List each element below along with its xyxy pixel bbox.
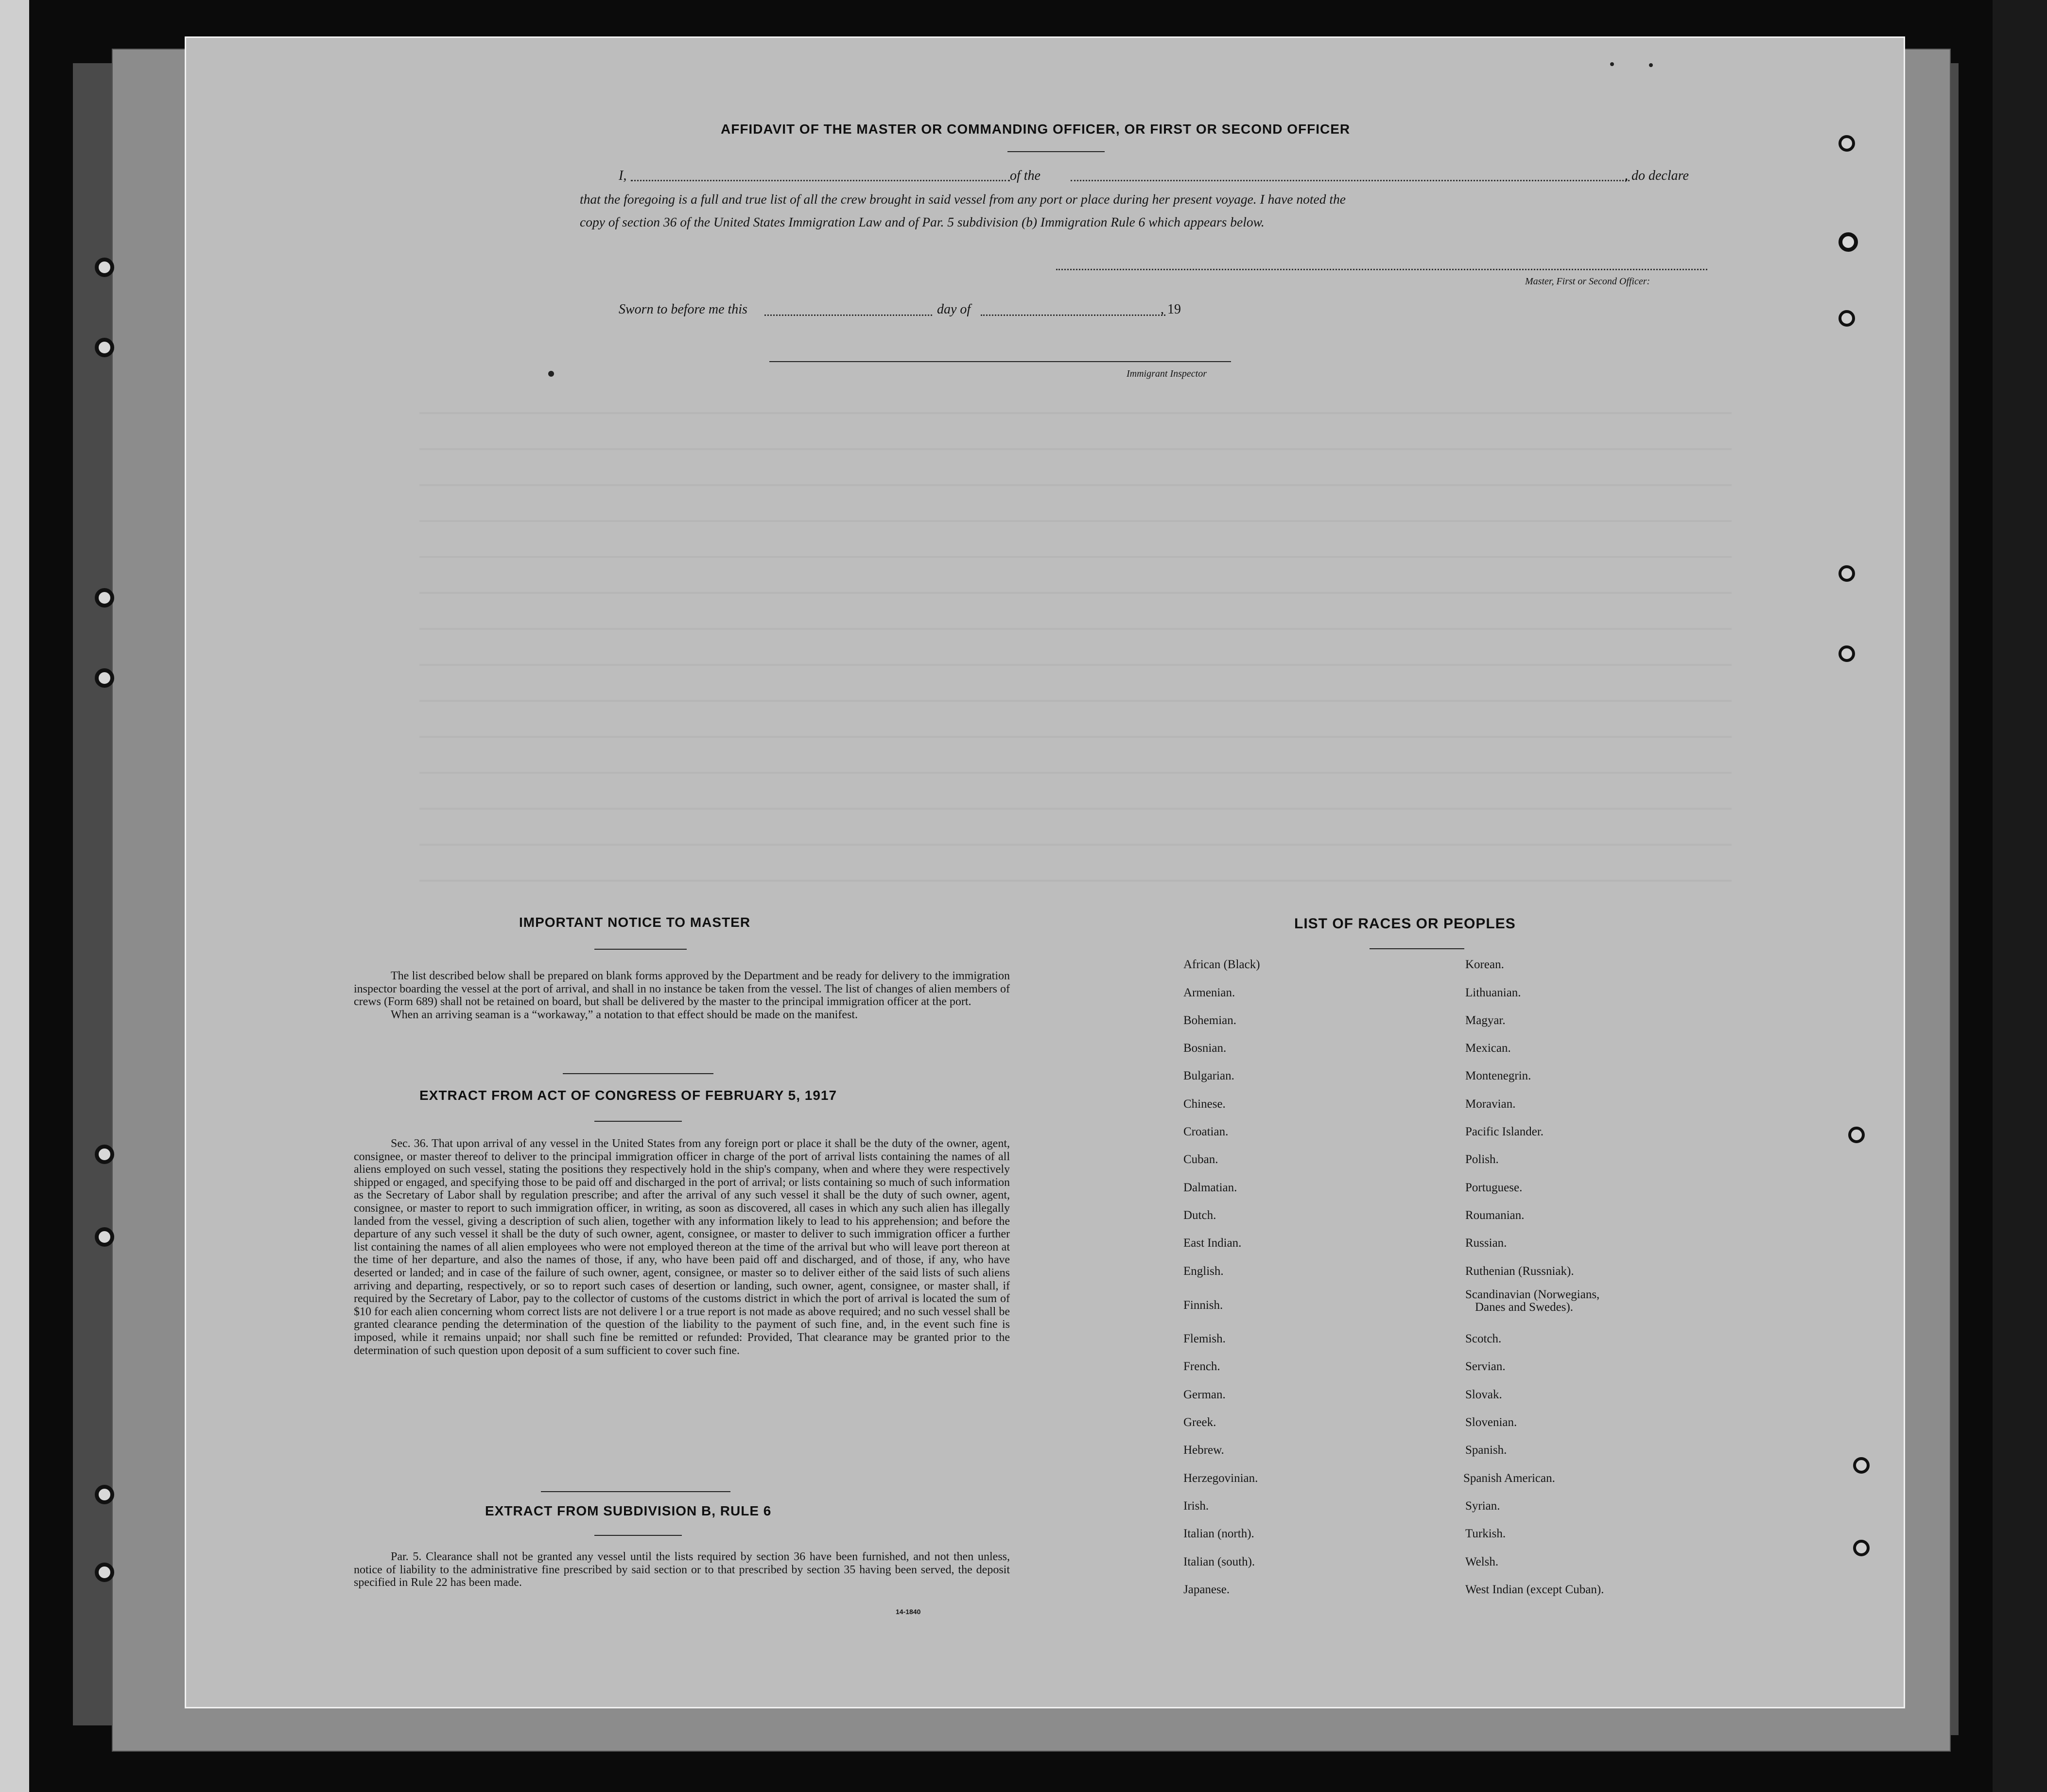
ink-speck: [1610, 62, 1614, 66]
extract-rule-underline: [594, 1535, 682, 1536]
binder-hole-icon: [1839, 232, 1858, 252]
binder-hole-icon: [95, 668, 114, 688]
race-right-item: Mexican.: [1465, 1042, 1511, 1055]
extract-act-title: EXTRACT FROM ACT OF CONGRESS OF FEBRUARY 5, 1917: [419, 1088, 837, 1103]
binder-hole-icon: [1853, 1457, 1870, 1474]
race-left-item: French.: [1183, 1360, 1220, 1373]
race-right-item: Moravian.: [1465, 1097, 1516, 1111]
race-left-item: Chinese.: [1183, 1097, 1226, 1111]
race-right-item: Ruthenian (Russniak).: [1465, 1265, 1574, 1278]
binder-hole-icon: [1839, 565, 1855, 582]
affidavit-title: AFFIDAVIT OF THE MASTER OR COMMANDING OFFICER, OR FIRST OR SECOND OFFICER: [721, 122, 1351, 137]
form-number: 14-1840: [896, 1608, 921, 1616]
race-left-item: African (Black): [1183, 958, 1260, 971]
affidavit-line-1: [619, 168, 626, 184]
vessel-blank[interactable]: [1071, 180, 1630, 181]
races-title: LIST OF RACES OR PEOPLES: [1294, 916, 1516, 932]
affidavit-i: I,: [619, 168, 627, 183]
race-right-item: Servian.: [1465, 1360, 1506, 1373]
sworn-year: , 19: [1161, 302, 1181, 317]
race-right-item: Spanish American.: [1463, 1472, 1555, 1485]
race-right-item: Slovenian.: [1465, 1416, 1517, 1429]
race-left-item: Bosnian.: [1183, 1042, 1227, 1055]
binder-hole-icon: [95, 1227, 114, 1247]
notice-text: [354, 970, 1010, 1021]
binder-hole-icon: [95, 258, 114, 277]
inspector-signature-line[interactable]: [769, 361, 1231, 362]
race-left-item: Finnish.: [1183, 1299, 1223, 1312]
sworn-date-blank[interactable]: [764, 314, 932, 316]
sworn-day-of: day of: [937, 302, 971, 317]
section-36-text: Sec. 36. That upon arrival of any vessel in the United States from any foreign port or place it shall be the duty of the owner, agent, consignee, or master thereof to deliver to the principal immigration officer in charge of the port of arrival lists containing the names of all aliens employed on such vessel, stating the positions they respectively hold in the ship's company, when and where they were respectively shipped or engaged, and specifying those to be paid off and discharged in the port of arrival; or lists containing so much of such information as the Secretary of Labor shall by regulation prescribe; and after the arrival of any such vessel it shall be the duty of such owner, agent, consignee, or master to report to such immigration officer, in writing, as soon as discovered, all cases in which any such alien has illegally landed from the vessel, giving a description of such alien, together with any information likely to lead to his apprehension; and before the departure of any such vessel it shall be the duty of such owner, agent, consignee, or master to deliver to such immigration officer a further list containing the names of all alien employees who were not employed thereon at the time of the arrival but who will leave port thereon at the time of her departure, and also the names of those, if any, who have been paid off and discharged, and of those, if any, who have deserted or landed; and in case of the failure of such owner, agent, consignee, or master so to deliver either of the said lists of such aliens arriving and departing, respectively, or so to report such cases of desertion or landing, such owner, agent, consignee, or master shall, if required by the Secretary of Labor, pay to the collector of customs of the customs district in which the port of arrival is located the sum of $10 for each alien concerning whom correct lists are not delivere l or a true report is not made as above required; and no such vessel shall be granted clearance pending the determination of the question of the liability to the payment of such fine, and, in the event such fine is imposed, while it remains unpaid; nor shall such fine be remitted or refunded: Provided, That clearance may be granted prior to the determination of such question upon deposit of a sum sufficient to cover such fine.: [354, 1137, 1010, 1357]
race-right-item: Portuguese.: [1465, 1181, 1523, 1194]
race-right-item: Slovak.: [1465, 1388, 1502, 1401]
race-left-item: German.: [1183, 1388, 1226, 1401]
binder-hole-icon: [1848, 1127, 1865, 1143]
extract-rule-text: [354, 1550, 1010, 1589]
race-right-item: Turkish.: [1465, 1527, 1506, 1540]
race-left-item: Italian (south).: [1183, 1555, 1255, 1568]
race-right-item: Syrian.: [1465, 1499, 1500, 1513]
race-right-item: Scandinavian (Norwegians,: [1465, 1288, 1600, 1301]
notice-underline: [594, 949, 687, 950]
inspector-caption: Immigrant Inspector: [1127, 368, 1207, 379]
rule-6-text: Par. 5. Clearance shall not be granted any vessel until the lists required by section 36 have been furnished, and not then unless, notice of liability to the administrative fine prescribed by said section or to that prescribed by section 35 having been served, the deposit specified in Rule 22 has been made.: [354, 1550, 1010, 1589]
sworn-month-blank[interactable]: [981, 314, 1165, 316]
race-left-item: Greek.: [1183, 1416, 1216, 1429]
right-edge-strip: [1993, 0, 2047, 1792]
manifest-page: [185, 36, 1905, 1708]
extract-act-text: [354, 1137, 1010, 1357]
race-right-item: Spanish.: [1465, 1444, 1507, 1457]
race-right-item: Scotch.: [1465, 1332, 1502, 1345]
race-left-item: East Indian.: [1183, 1236, 1242, 1250]
race-left-item: Dutch.: [1183, 1209, 1216, 1222]
race-left-item: English.: [1183, 1265, 1224, 1278]
section-divider: [541, 1491, 730, 1492]
extract-rule-title: EXTRACT FROM SUBDIVISION B, RULE 6: [485, 1503, 772, 1518]
race-left-item: Japanese.: [1183, 1583, 1230, 1596]
notice-title: IMPORTANT NOTICE TO MASTER: [519, 915, 751, 930]
race-left-item: Bohemian.: [1183, 1014, 1237, 1027]
race-left-item: Cuban.: [1183, 1153, 1218, 1166]
race-right-item: Danes and Swedes).: [1475, 1301, 1574, 1314]
binder-hole-icon: [95, 588, 114, 608]
binder-hole-icon: [95, 1145, 114, 1164]
sworn-prefix: Sworn to before me this: [619, 302, 747, 317]
race-right-item: Russian.: [1465, 1236, 1507, 1250]
notice-paragraph-2: When an arriving seaman is a “workaway,” a notation to that effect should be made on the manifest.: [391, 1008, 858, 1021]
race-left-item: Armenian.: [1183, 986, 1235, 999]
section-divider: [563, 1073, 713, 1074]
binder-hole-icon: [1839, 135, 1855, 152]
master-signature-line[interactable]: [1056, 269, 1707, 270]
race-right-item: Pacific Islander.: [1465, 1125, 1544, 1138]
master-signature-caption: Master, First or Second Officer:: [1525, 276, 1650, 287]
binder-hole-icon: [1853, 1540, 1870, 1556]
race-left-item: Flemish.: [1183, 1332, 1226, 1345]
race-right-item: Magyar.: [1465, 1014, 1506, 1027]
ink-speck: [548, 371, 554, 377]
race-right-item: Montenegrin.: [1465, 1069, 1531, 1082]
affidavit-line-3: copy of section 36 of the United States Immigration Law and of Par. 5 subdivision (b) Immigration Rule 6 which appears below.: [580, 214, 1265, 229]
race-right-item: Polish.: [1465, 1153, 1499, 1166]
race-right-item: West Indian (except Cuban).: [1465, 1583, 1604, 1596]
ink-speck: [1649, 63, 1653, 67]
binder-hole-icon: [95, 338, 114, 357]
binder-hole-icon: [95, 1485, 114, 1504]
extract-act-underline: [594, 1121, 682, 1122]
affidavit-of-the: of the: [1010, 168, 1041, 183]
notice-paragraph-1: The list described below shall be prepared on blank forms approved by the Department and be ready for delivery to the immigration inspector boarding the vessel at the port of arrival, and shall in no instance be taken from the vessel. The list of changes of alien members of crews (Form 689) shall not be retained on board, but shall be delivered by the master to the principal immigration officer at the port.: [354, 970, 1010, 1009]
race-right-item: Roumanian.: [1465, 1209, 1525, 1222]
affidavit-declare: , do declare: [1625, 168, 1689, 183]
race-left-item: Bulgarian.: [1183, 1069, 1234, 1082]
bleed-through-text: [419, 378, 1732, 913]
race-left-item: Italian (north).: [1183, 1527, 1254, 1540]
race-left-item: Herzegovinian.: [1183, 1472, 1258, 1485]
binder-hole-icon: [1839, 645, 1855, 662]
race-right-item: Lithuanian.: [1465, 986, 1521, 999]
affidavit-line-2: that the foregoing is a full and true list of all the crew brought in said vessel from any port or place during her present voyage. I have noted the: [580, 191, 1346, 207]
title-underline: [1007, 151, 1105, 152]
race-left-item: Irish.: [1183, 1499, 1209, 1513]
race-right-item: Korean.: [1465, 958, 1504, 971]
binder-hole-icon: [1839, 310, 1855, 327]
name-blank[interactable]: [631, 180, 1010, 181]
binder-hole-icon: [95, 1563, 114, 1582]
races-underline: [1370, 948, 1464, 949]
race-left-item: Hebrew.: [1183, 1444, 1224, 1457]
race-right-item: Welsh.: [1465, 1555, 1499, 1568]
race-left-item: Croatian.: [1183, 1125, 1229, 1138]
left-edge-strip: [0, 0, 29, 1792]
race-left-item: Dalmatian.: [1183, 1181, 1237, 1194]
